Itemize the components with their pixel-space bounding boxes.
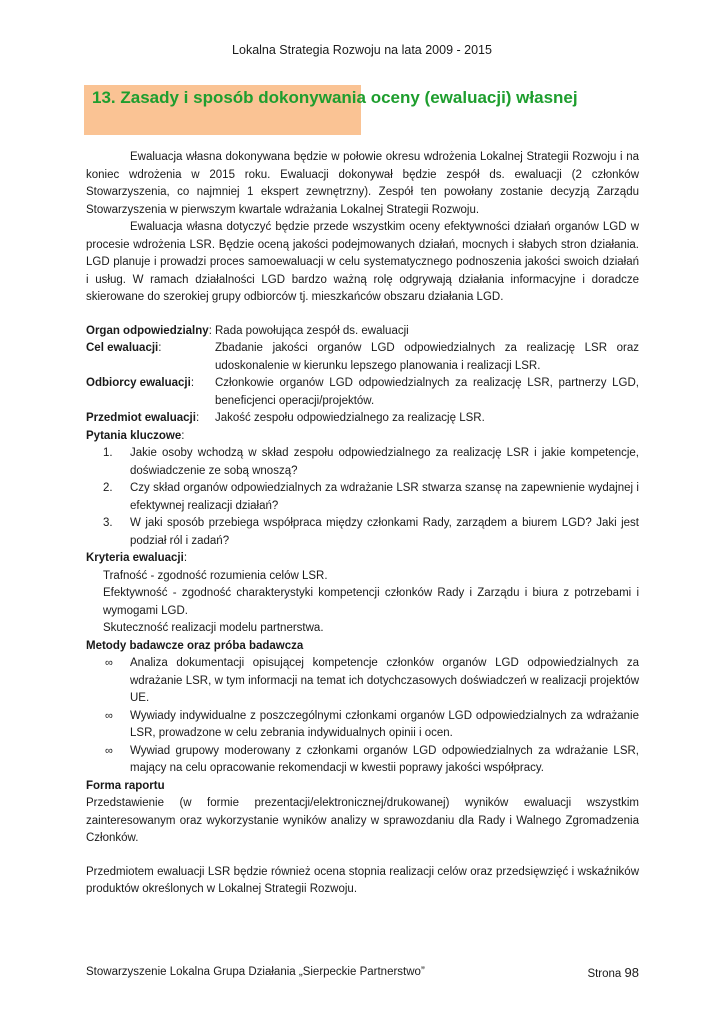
info-row-cel [86, 340, 639, 375]
method-text: Analiza dokumentacji opisującej kompetencje członków organów LGD odpowiedzialnych za wdrażanie LSR, w tym informacji na temat ich dotychczasowych doświadczeń w realizacji projektów UE. [130, 657, 639, 704]
criteria-item: Trafność - zgodność rozumienia celów LSR. [103, 569, 328, 582]
list-item [86, 480, 639, 515]
page-indicator [587, 964, 639, 984]
methods-list [86, 655, 639, 778]
page-label: Strona [587, 968, 622, 980]
questions-list [86, 445, 639, 550]
list-item [86, 445, 639, 480]
question-number: 1. [103, 447, 113, 459]
questions-heading-line [86, 428, 639, 446]
label-colon: : [190, 377, 195, 389]
info-row-odbiorcy [86, 375, 639, 410]
heading-colon: : [181, 429, 185, 442]
infinity-bullet-icon: ∞ [105, 709, 113, 722]
document-body [86, 149, 639, 899]
question-text: Jakie osoby wchodzą w skład zespołu odpowiedzialnego za realizację LSR i jakie kompetencje, doświadczenie ze sobą wnoszą? [130, 447, 639, 477]
page-header: Lokalna Strategia Rozwoju na lata 2009 - 2015 [232, 43, 492, 57]
questions-heading: Pytania kluczowe [86, 429, 182, 442]
intro-paragraph-1: Ewaluacja własna dokonywana będzie w połowie okresu wdrożenia Lokalnej Strategii Rozwoju i na koniec wdrożenia w 2015 roku. Ewaluacji dokonywał będzie zespół ds. ewaluacji (2 członków Stowarzyszenia, co najmniej 1 ekspert zewnętrzny). Zespół ten powołany zostanie decyzją Zarządu Stowarzyszenia w pierwszym kwartale wdrażania Lokalnej Strategii Rozwoju. [86, 151, 639, 216]
page-footer [86, 964, 639, 984]
methods-heading: Metody badawcze oraz próba badawcza [86, 639, 304, 652]
criteria-item: Efektywność - zgodność charakterystyki kompetencji członków Rady i Zarządu i biura z potrzebami i wymogami LGD. [103, 587, 639, 617]
intro-paragraph-2: Ewaluacja własna dotyczyć będzie przede wszystkim oceny efektywności działań organów LGD w procesie wdrożenia LSR. Będzie oceną jakości podejmowanych działań, mocnych i słabych stron działania. LGD planuje i prowadzi proces samoewaluacji w celu systematycznego podnoszenia jakości swoich działań i usług. W ramach działalności LGD bardzo ważną rolę odgrywają działania informacyjne i doradcze skierowane do szerokiej grupy odbiorców tj. mieszkańców obszaru działania LGD. [86, 221, 639, 303]
criteria-list [86, 568, 639, 638]
przedmiot-value: Jakość zespołu odpowiedzialnego za realizację LSR. [215, 412, 485, 424]
label-colon: : [195, 412, 200, 424]
list-item [86, 515, 639, 550]
page-number: 98 [624, 965, 639, 980]
organ-label: Organ odpowiedzialny [86, 324, 209, 337]
list-item [86, 655, 639, 708]
infinity-bullet-icon: ∞ [105, 744, 113, 757]
info-row-organ [86, 323, 639, 341]
criteria-heading: Kryteria ewaluacji [86, 552, 184, 564]
infinity-bullet-icon: ∞ [105, 657, 113, 669]
odbiorcy-value: Członkowie organów LGD odpowiedzialnych za realizację LSR, partnerzy LGD, beneficjenci operacji/projektów. [215, 377, 639, 407]
cel-value: Zbadanie jakości organów LGD odpowiedzialnych za realizację LSR oraz udoskonalenie w kierunku lepszego planowania i realizacji LSR. [215, 342, 639, 372]
report-text: Przedstawienie (w formie prezentacji/elektronicznej/drukowanej) wyników ewaluacji wszystkim zainteresowanym oraz wykorzystanie wyników analizy w sprawozdaniu dla Rady i Walnego Zgromadzenia Członków. [86, 797, 639, 844]
criteria-item: Skuteczność realizacji modelu partnerstwa. [103, 622, 324, 634]
organ-value: Rada powołująca zespół ds. ewaluacji [215, 324, 409, 337]
method-text: Wywiady indywidualne z poszczególnymi członkami organów LGD odpowiedzialnych za wdrażanie LSR, prowadzone w celu zebrania indywidualnych opinii i ocen. [130, 709, 639, 739]
label-colon: : [158, 342, 162, 354]
report-heading: Forma raportu [86, 779, 165, 792]
label-colon: : [208, 324, 212, 337]
przedmiot-label: Przedmiot ewaluacji [86, 412, 196, 424]
question-number: 2. [103, 482, 113, 494]
list-item [86, 743, 639, 778]
closing-paragraph: Przedmiotem ewaluacji LSR będzie również ocena stopnia realizacji celów oraz przedsięwzięć i wskaźników produktów określonych w Lokalnej Strategii Rozwoju. [86, 865, 639, 895]
section-title: 13. Zasady i sposób dokonywania oceny (ewaluacji) własnej [92, 88, 578, 107]
info-row-przedmiot [86, 410, 639, 428]
heading-colon: : [183, 552, 188, 564]
odbiorcy-label: Odbiorcy ewaluacji [86, 377, 191, 389]
method-text: Wywiad grupowy moderowany z członkami organów LGD odpowiedzialnych za wdrażanie LSR, mający na celu opracowanie rekomendacji w kwestii poprawy jakości współpracy. [130, 744, 639, 774]
cel-label: Cel ewaluacji [86, 342, 159, 354]
question-text: W jaki sposób przebiega współpraca między członkami Rady, zarządem a biurem LGD? Jaki jest podział ról i zadań? [130, 517, 639, 547]
criteria-heading-line [86, 550, 639, 568]
info-table [86, 323, 639, 428]
question-number: 3. [103, 517, 113, 529]
question-text: Czy skład organów odpowiedzialnych za wdrażanie LSR stwarza szansę na zapewnienie wydajnej i efektywnej realizacji działań? [130, 482, 639, 512]
footer-organization: Stowarzyszenie Lokalna Grupa Działania „Sierpeckie Partnerstwo” [86, 966, 425, 978]
list-item [86, 708, 639, 743]
